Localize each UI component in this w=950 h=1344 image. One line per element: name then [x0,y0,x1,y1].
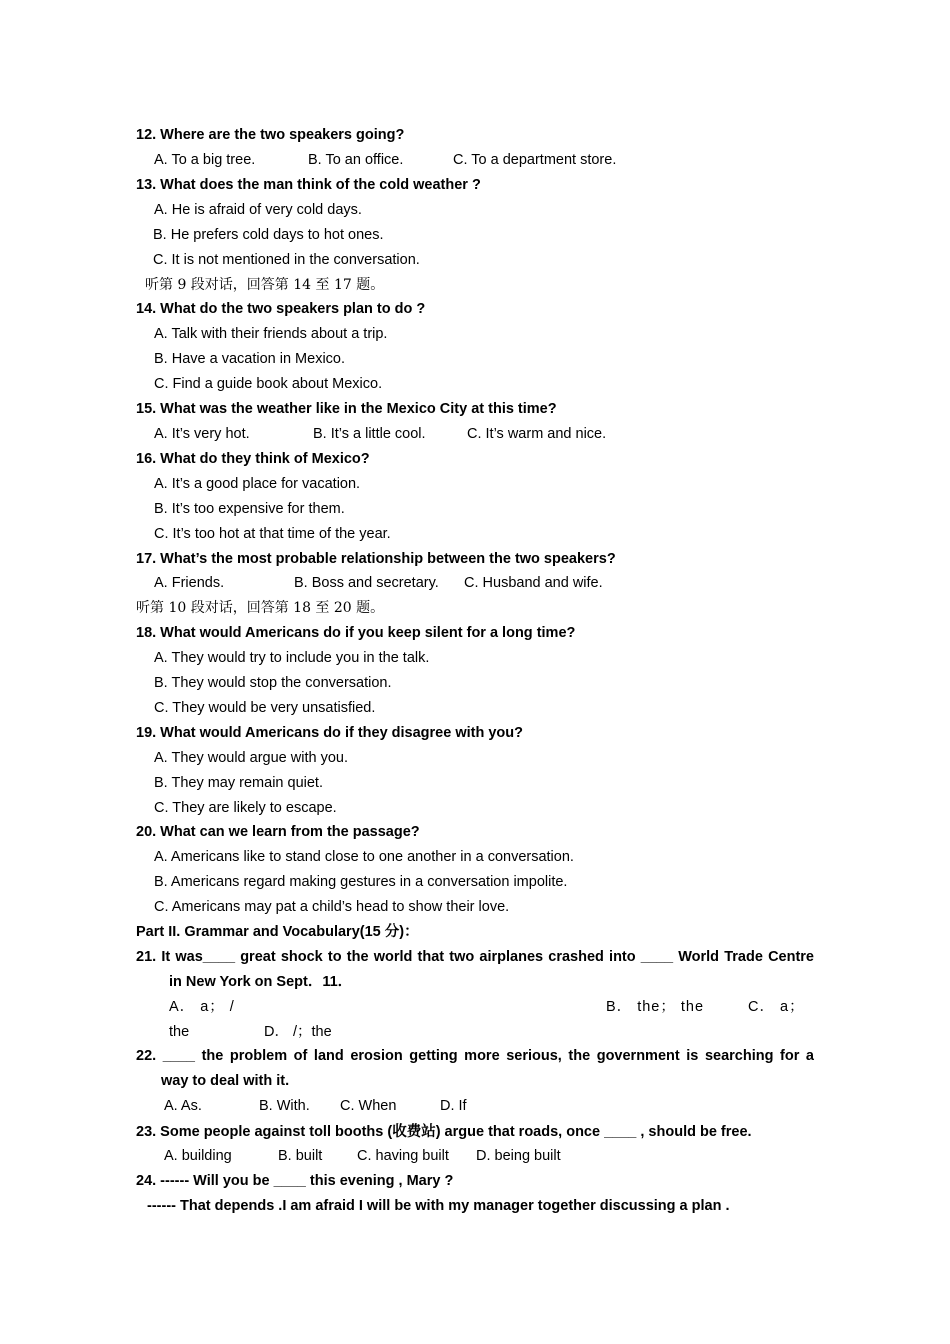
question-20: 20. What can we learn from the passage? [136,824,420,840]
q18-option-b: B. They would stop the conversation. [154,675,392,691]
q13-option-c: C. It is not mentioned in the conversation. [153,252,420,268]
q14-option-a: A. Talk with their friends about a trip. [154,326,388,342]
question-24: 24. ------ Will you be ____ this evening , Mary ? [136,1173,454,1189]
q20-option-b: B. Americans regard making gestures in a conversation impolite. [154,874,568,890]
q12-option-b: B. To an office. [308,152,404,168]
question-13: 13. What does the man think of the cold weather ? [136,177,481,193]
q23-option-a: A. building [164,1148,232,1164]
q16-option-a: A. It’s a good place for vacation. [154,476,361,492]
question-21-line1: 21. It was____ great shock to the world that two airplanes crashed into ____ World Trade Centre [136,949,814,965]
q21-option-d: D． /；the [264,1024,332,1040]
q23-option-b: B. built [278,1148,323,1164]
question-17: 17. What’s the most probable relationship between the two speakers? [136,551,616,567]
question-23: 23. Some people against toll booths (收费站) argue that roads, once ____ , should be free. [136,1124,752,1140]
question-14: 14. What do the two speakers plan to do ? [136,301,426,317]
question-22-line1: 22. ____ the problem of land erosion getting more serious, the government is searching for a [136,1048,814,1064]
q19-option-c: C. They are likely to escape. [154,800,337,816]
dialog-10-instruction: 听第 10 段对话，回答第 18 至 20 题。 [136,600,385,616]
q15-option-c: C. It’s warm and nice. [467,426,607,442]
q12-option-a: A. To a big tree. [154,152,256,168]
q16-option-b: B. It’s too expensive for them. [154,501,345,517]
q17-option-b: B. Boss and secretary. [294,575,439,591]
part-2-heading: Part II. Grammar and Vocabulary(15 分)： [136,924,419,940]
question-22-line2: way to deal with it. [161,1073,290,1089]
q18-option-a: A. They would try to include you in the talk. [154,650,430,666]
q21-option-a: A． a； / [169,999,235,1015]
q21-option-c-continued: the [169,1024,190,1040]
q17-option-a: A. Friends. [154,575,225,591]
question-24-answer: ------ That depends .I am afraid I will be with my manager together discussing a plan . [147,1198,730,1214]
q17-option-c: C. Husband and wife. [464,575,603,591]
q15-option-b: B. It’s a little cool. [313,426,426,442]
q21-option-c: C． a； [748,999,805,1015]
question-19: 19. What would Americans do if they disagree with you? [136,725,523,741]
q19-option-a: A. They would argue with you. [154,750,348,766]
question-15: 15. What was the weather like in the Mexico City at this time? [136,401,557,417]
dialog-9-instruction: 听第 9 段对话，回答第 14 至 17 题。 [145,277,385,293]
question-18: 18. What would Americans do if you keep silent for a long time? [136,625,576,641]
q22-option-c: C. When [340,1098,397,1114]
q22-option-b: B. With. [259,1098,310,1114]
q20-option-c: C. Americans may pat a child’s head to show their love. [154,899,510,915]
q16-option-c: C. It’s too hot at that time of the year. [154,526,391,542]
q12-option-c: C. To a department store. [453,152,617,168]
q20-option-a: A. Americans like to stand close to one another in a conversation. [154,849,574,865]
q23-option-c: C. having built [357,1148,449,1164]
q13-option-b: B. He prefers cold days to hot ones. [153,227,384,243]
q14-option-b: B. Have a vacation in Mexico. [154,351,346,367]
q22-option-a: A. As. [164,1098,202,1114]
q14-option-c: C. Find a guide book about Mexico. [154,376,383,392]
question-12: 12. Where are the two speakers going? [136,127,405,143]
question-16: 16. What do they think of Mexico? [136,451,370,467]
q21-option-b: B． the； the [606,999,705,1015]
q22-option-d: D. If [440,1098,467,1114]
q23-option-d: D. being built [476,1148,561,1164]
q15-option-a: A. It’s very hot. [154,426,250,442]
q18-option-c: C. They would be very unsatisfied. [154,700,376,716]
q19-option-b: B. They may remain quiet. [154,775,323,791]
q13-option-a: A. He is afraid of very cold days. [154,202,362,218]
question-21-line2: in New York on Sept．11． [169,974,353,990]
